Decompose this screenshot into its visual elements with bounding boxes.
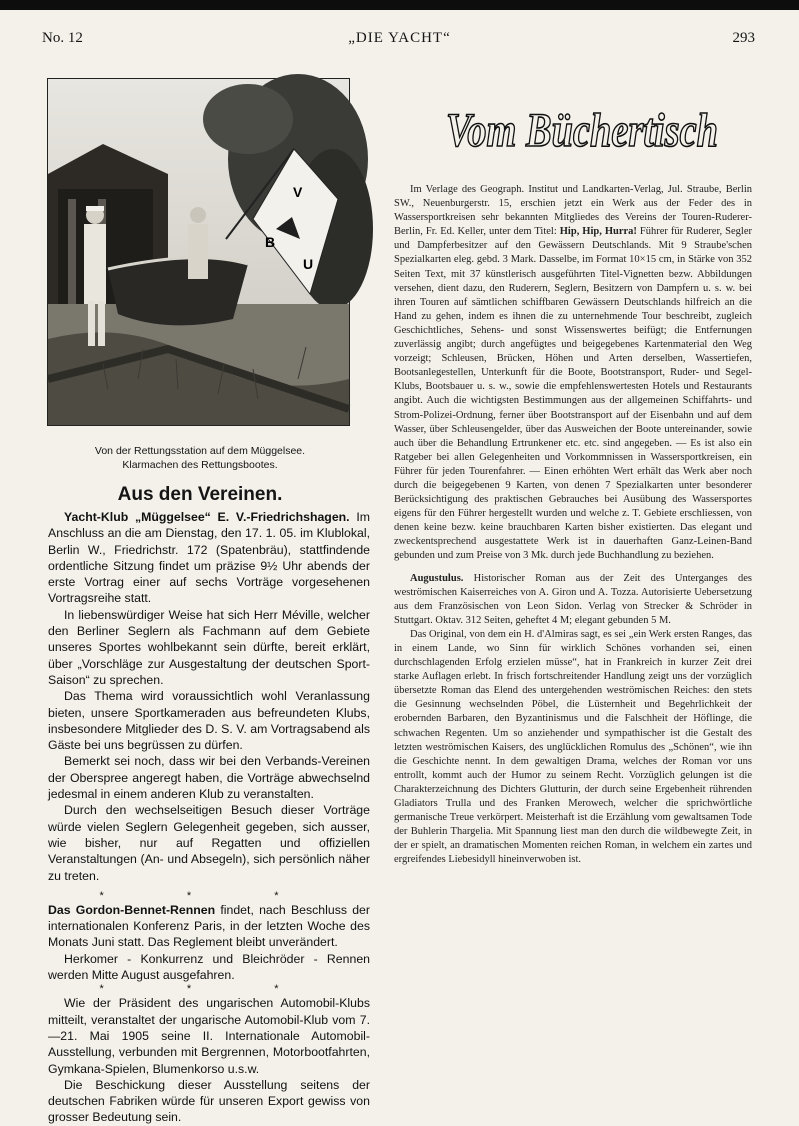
rescue-boat-photo (47, 78, 350, 426)
separator-stars-1: * * * (99, 889, 319, 902)
issue-number: No. 12 (42, 30, 83, 46)
review-hip-hurra-text: Führer für Ruderer, Segler und Dampferbesitzer auf den Gewässern Deutschlands. Mit 9 Straube'schen Spezialkarten eleg. gebd. 3 Mark. Dasselbe, im Format 10×15 cm, in Stärke von 352 Seiten Text, mit 37 künstlerisch ausgeführten Titel-Vignetten bezw. Abbildungen versehen, dient dazu, den Ruderern, Seglern, Besitzern von Dampfern u. s. w. bei ihren Touren auf sämtlichen schiffbaren Gewässern Deutschlands hilfreich an die Hand zu gehen, indem es ihnen die zu unternehmende Tour beschreibt, zugleich Geschichtliches, Sehens- und sonst Wissenswertes beifügt; die Entfernungen zuverlässig angibt; durch angefügtes und beigegebenes Kartenmaterial den Weg vorzeigt; Schleusen, Brücken, Höhen und Arten derselben, Wassertiefen, Bootsanlegestellen, Unterkunft für die Boote, Bootstransport, Ruder- und Segel-Klubs, Bootsbauer u. s. w., sowie die empfehlenswertesten Hotels und Restaurants angibt. Auch die wichtigsten Bestimmungen aus der allgemeinen Schiffahrts- und Strom-Polizei-Ordnung, ferner über Bootstransport auf der Eisenbahn und auf dem Wasser, über Schleusengelder, über das Ausweichen der Boote untereinander, sowie auch über die Behandlung Ertrunkener etc. etc. sind angegeben. — Es ist also ein Ratgeber bei allen Gelegenheiten und Vorkommnissen in Wassersportkreisen, ein Führer für jeden Tourenfahrer. — Einen erhöhten Wert erhält das Werk aber noch durch die beigegebenen 9 Karten, von denen 7 Spezialkarten unter besonderer Berücksichtigung des praktischen Gebrauches bei Ausübung des Wassersportes eigens für den Führer hergestellt wurden und welche z. T. Gebiete erschliessen, von denen keine bezw. keine brauchbaren Karten bisher existierten. Das elegant und zweckentsprechend ausgestattete Werk ist in dauerhaften Ganz-Leinen-Band gebunden und zum Preise von 3 Mk. durch jede Buchhandlung zu beziehen. (394, 226, 752, 562)
photo-caption-line-2: Klarmachen des Rettungsbootes. (122, 459, 278, 471)
left-column-articles (48, 509, 370, 1126)
photo-illustration (48, 79, 349, 425)
club-name: Yacht-Klub „Müggelsee“ E. V.-Friedrichshagen. (64, 510, 350, 524)
gordon-bennet-text: findet, nach Beschluss der internationalen Konferenz Paris, in der letzten Woche des Monats Juni statt. Das Reglement bleibt unverändert. (48, 902, 370, 950)
book-title-hip-hurra: Hip, Hip, Hurra! (559, 226, 637, 238)
club-announcement: Im Anschluss an die am Dienstag, den 17. 1. 05. im Klublokal, Berlin W., Friedrichstr. 172 (Spatenbräu), stattfindende ordentliche Sitzung findet um präzise 9½ Uhr abends der erste Vortrag einer auf sechs Vorträge vorgesehenen Vortragsreihe statt. (48, 510, 370, 606)
page-number: 293 (732, 30, 755, 46)
paragraph-besuch: Durch den wechselseitigen Besuch dieser Vorträge würde vielen Seglern Gelegenheit gegeben, sich ausser, wie bisher, nur auf Regatten und offiziellen Veranstaltungen (An- und Absegeln), sich persönlich näher zu treten. (48, 803, 370, 883)
section-title-vom-buechertisch (446, 94, 726, 164)
photo-caption-line-1: Von der Rettungsstation auf dem Müggelsee. (94, 445, 306, 457)
section-heading-aus-den-vereinen: Aus den Vereinen. (117, 484, 283, 505)
journal-title: „DIE YACHT“ (348, 30, 451, 46)
paragraph-automobil-klub: Wie der Präsident des ungarischen Automobil-Klubs mitteilt, veranstaltet der ungarische Automobil-Klub vom 7.—21. Mai 1905 seine II. Internationale Automobil-Ausstellung, verbunden mit Bergrennen, Motorbootfahrten, Gymkana-Spielen, Blumenkorso u.s.w. (48, 996, 370, 1076)
flag-letter-right: U (303, 256, 314, 272)
title-text: Vom Büchertisch (446, 104, 718, 157)
paragraph-meville: In liebenswürdiger Weise hat sich Herr Méville, welcher den Berliner Seglern als Fachmann auf dem Gebiete unseres Sportes wohlbekannt sein dürfte, bereit erklärt, über „Vorschläge zur Ausgestaltung der deutschen Sport-Saison“ zu sprechen. (48, 607, 370, 687)
paragraph-thema: Das Thema wird voraussichtlich wohl Veranlassung bieten, unsere Sportkameraden aus befreundeten Klubs, insbesondere Mitglieder des D. S. V. am Vortragsabend als Gäste bei uns begrüssen zu dürfen. (48, 689, 370, 753)
paragraph-beschickung: Die Beschickung dieser Ausstellung seitens der deutschen Fabriken würde für unseren Export gewiss von grosser Bedeutung sein. (48, 1077, 370, 1125)
paragraph-verbandsvereine: Bemerkt sei noch, dass wir bei den Verbands-Vereinen der Oberspree angeregt haben, die Vorträge abwechselnd jedesmal in einem anderen Klub zu veranstalten. (48, 754, 370, 802)
top-edge-bar (0, 0, 799, 10)
paragraph-herkomer: Herkomer - Konkurrenz und Bleichröder - Rennen werden Mitte August ausgefahren. (48, 951, 370, 983)
book-title-augustulus: Augustulus. (410, 572, 464, 584)
flag-letter-left: B (265, 234, 276, 250)
flag-letter-top: V (293, 184, 303, 200)
review-hip-hurra-intro: Im Verlage des Geograph. Institut und Landkarten-Verlag, Jul. Straube, Berlin SW., Neuenburgerstr. 15, erschien jetzt ein Werk aus der Feder des in Wassersportkreisen sehr bekannten Mitgliedes des Vereins der Touren-Ruderer-Berlin, Fr. Ed. Keller, unter dem Titel: (394, 184, 752, 238)
augustulus-bibliography: Historischer Roman aus der Zeit des Unterganges des weströmischen Kaiserreiches von A. Giron und A. Tozza. Autorisierte Uebersetzung aus dem Französischen von Leon Sidon. Verlag von Strecker & Schröder in Stuttgart. Oktav. 312 Seiten, geheftet 4 M; elegant gebunden 5 M. (394, 572, 752, 626)
separator-stars-2: * * * (99, 983, 319, 996)
review-augustulus-text: Das Original, von dem ein H. d'Almiras sagt, es sei „ein Werk ersten Ranges, das in einem Lande, wo Sinn für wirklich Schönes vorhanden sei, einen durchschlagenden Erfolg erzielen müsse“, hat in Frankreich in kurzer Zeit drei starke Auflagen erlebt. In frisch fortschreitender Handlung zeigt uns der vorzüglich übersetzte Roman das Elend des untergehenden weströmischen Reiches: den stets die Gesinnung wechselnden Pöbel, die Lüsternheit und Begehrlichkeit der erobernden Barbaren, den Byzantinismus und die Falschheit der Höflinge, die schwachen Regenten. Um so anziehender und sympathischer ist die Gestalt des letzten weströmischen Kaisers, des unglücklichen Romulus des „Schönen“, wie ihn die Geschichte nennt. In dem gewaltigen Drama, welches der Roman vor uns entrollt, kommt auch der Humor zu seinem Recht. Vorzüglich gelungen ist die Charakterzeichnung des Dichters Glutturin, der durch seine Ergebenheit rührenden Gladiators Trulla und des Franken Merowech, welcher die sprichwörtliche germanische Treue verkörpert. Meisterhaft ist die Erzählung vom gewaltsamen Tode der Buhlerin Thargelia. Mit Spannung liest man den durch die wildbewegte Zeit, in der er spielt, an dramatischen Momenten reichen Roman, in welchem ein zartes und ergreifendes Liebesidyll hineinverwoben ist. (394, 628, 752, 866)
gordon-bennet-heading: Das Gordon-Bennet-Rennen (48, 902, 216, 917)
right-column-reviews (394, 183, 752, 868)
